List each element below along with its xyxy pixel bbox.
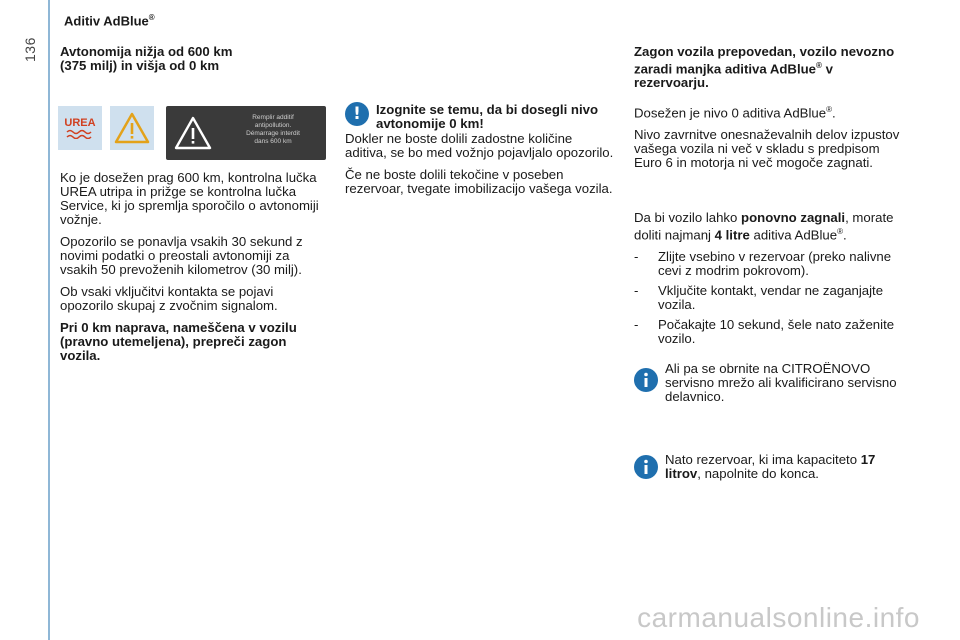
info-glyph-icon <box>634 368 658 392</box>
warning-exclamation-icon: ! <box>345 102 369 126</box>
fluid-wave-icon <box>66 129 94 139</box>
left-paragraph-1: Ko je dosežen prag 600 km, kontrolna lučka UREA utripa in prižge se kontrolna lučka Service, ki jo spremlja sporočilo o avtonomiji vožnje. <box>60 170 319 227</box>
list-item: - Počakajte 10 sekund, šele nato zaženite vozilo. <box>634 318 904 346</box>
watermark: carmanualsonline.info <box>637 602 920 633</box>
right-body-top <box>634 103 904 178</box>
middle-paragraph-2: Če ne boste dolili tekočine v poseben rezervoar, tvegate imobilizacijo vašega vozila. <box>345 167 613 196</box>
restart-steps-list <box>634 250 904 346</box>
info-icon <box>634 368 658 392</box>
right-heading: Zagon vozila prepovedan, vozilo nevozno zaradi manjka aditiva AdBlue® v rezervoarju. <box>634 44 895 91</box>
display-text: Remplir additif antipollution. Démarrage interdit dans 600 km <box>246 114 300 145</box>
middle-body <box>345 132 615 204</box>
list-item: - Zlijte vsebino v rezervoar (preko nalivne cevi z modrim pokrovom). <box>634 250 904 278</box>
left-body <box>60 171 330 371</box>
right-paragraph-1: Dosežen je nivo 0 aditiva AdBlue®. <box>634 105 836 121</box>
left-heading: Avtonomija nižja od 600 km (375 milj) in višja od 0 km <box>60 44 233 73</box>
right-body-restart <box>634 211 904 352</box>
left-paragraph-2: Opozorilo se ponavlja vsakih 30 sekund z novimi podatki o preostali avtonomiji za vsakih 50 prevoženih kilometrov (30 milj). <box>60 234 303 277</box>
urea-label: UREA <box>64 117 96 129</box>
list-item: - Vključite kontakt, vendar ne zaganjajte vozila. <box>634 284 904 312</box>
info-note-2: Nato rezervoar, ki ima kapaciteto 17 litrov, napolnite do konca. <box>665 452 876 481</box>
right-paragraph-2: Nivo zavrnitve onesnaževalnih delov izpustov vašega vozila ni več v skladu s predpisom Euro 6 in motorja ni več mogoče zagnati. <box>634 127 900 171</box>
right-paragraph-3: Da bi vozilo lahko ponovno zagnali, morate doliti najmanj 4 litre aditiva AdBlue®. <box>634 210 894 243</box>
instrument-display-message <box>166 106 326 160</box>
urea-warning-lamp <box>58 106 102 150</box>
service-warning-lamp <box>110 106 154 150</box>
section-title: Aditiv AdBlue® <box>64 13 155 29</box>
left-paragraph-3: Ob vsaki vključitvi kontakta se pojavi opozorilo skupaj z zvočnim signalom. <box>60 284 278 313</box>
warning-triangle-icon <box>114 112 150 144</box>
middle-paragraph-1: Dokler ne boste dolili zadostne količine aditiva, se bo med vožnjo pojavljalo opozorilo. <box>345 131 614 160</box>
left-paragraph-4: Pri 0 km naprava, nameščena v vozilu (pravno utemeljena), prepreči zagon vozila. <box>60 320 297 363</box>
page-margin-bar <box>48 0 50 640</box>
warning-triangle-icon <box>174 116 212 150</box>
warning-heading: Izognite se temu, da bi dosegli nivo avtonomije 0 km! <box>376 102 599 131</box>
info-icon <box>634 455 658 479</box>
info-glyph-icon <box>634 455 658 479</box>
page-number: 136 <box>22 37 38 62</box>
info-note-1: Ali pa se obrnite na CITROËNOVO servisno mrežo ali kvalificirano servisno delavnico. <box>665 361 897 404</box>
